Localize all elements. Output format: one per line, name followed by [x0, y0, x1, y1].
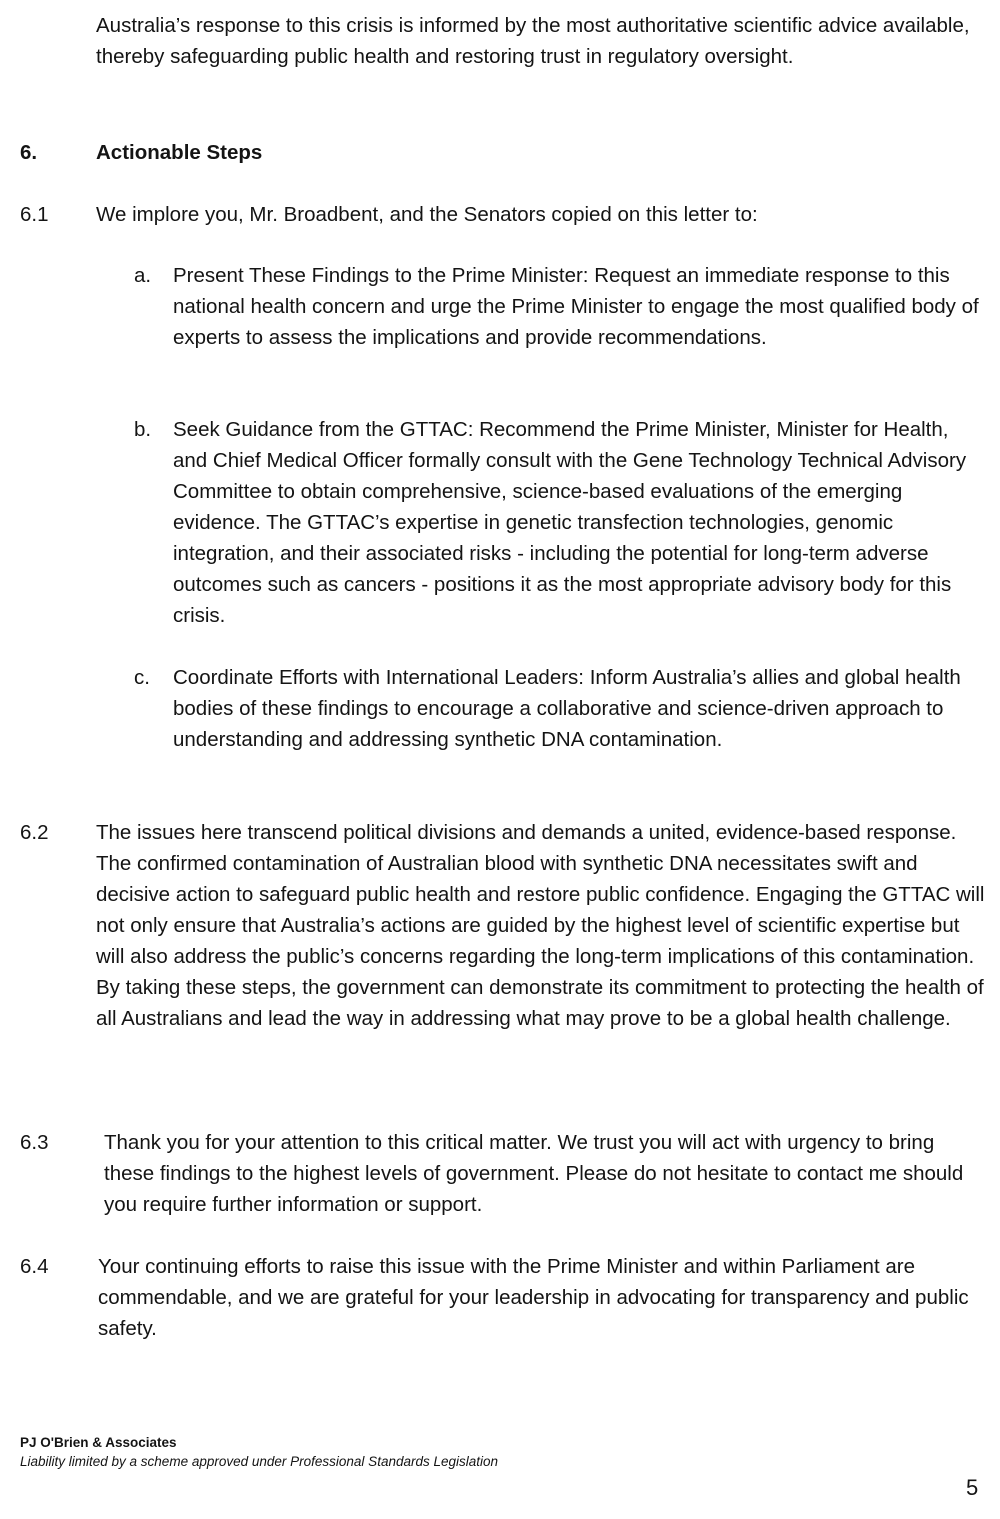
para-6-1-number: 6.1 — [20, 203, 49, 226]
para-6-2-number: 6.2 — [20, 821, 49, 844]
para-6-3-text: Thank you for your attention to this critical matter. We trust you will act with urgency to bring these findings to the highest levels of government. Please do not hesitate to contact me should you require further information or support. — [104, 1131, 964, 1216]
footer-firm-name: PJ O'Brien & Associates — [20, 1435, 177, 1450]
para-6-1-text: We implore you, Mr. Broadbent, and the Senators copied on this letter to: — [96, 203, 758, 226]
para-6-2-text: The issues here transcend political divisions and demands a united, evidence-based response. The confirmed contamination of Australian blood with synthetic DNA necessitates swift and decisive action to safeguard public health and restore public confidence. Engaging the GTTAC will not only ensure that Australia’s actions are guided by the highest level of scientific expertise but will also address the public’s concerns regarding the long-term implications of this contamination. By taking these steps, the government can demonstrate its commitment to protecting the health of all Australians and lead the way in addressing what may prove to be a global health challenge. — [96, 821, 985, 1030]
item-b-text: Seek Guidance from the GTTAC: Recommend the Prime Minister, Minister for Health, and Chief Medical Officer formally consult with the Gene Technology Technical Advisory Committee to obtain comprehensive, science-based evaluations of the emerging evidence. The GTTAC’s expertise in genetic transfection technologies, genomic integration, and their associated risks - including the potential for long-term adverse outcomes such as cancers - positions it as the most appropriate advisory body for this crisis. — [173, 418, 967, 627]
page-number: 5 — [966, 1475, 979, 1500]
footer-liability-note: Liability limited by a scheme approved under Professional Standards Legislation — [20, 1454, 499, 1469]
section-number: 6. — [20, 141, 38, 164]
intro-paragraph: Australia’s response to this crisis is informed by the most authoritative scientific advice available, thereby safeguarding public health and restoring trust in regulatory oversight. — [96, 14, 970, 68]
item-a-letter: a. — [134, 264, 152, 287]
item-a-text: Present These Findings to the Prime Minister: Request an immediate response to this national health concern and urge the Prime Minister to engage the most qualified body of experts to assess the implications and provide recommendations. — [173, 264, 979, 349]
item-c-letter: c. — [134, 666, 150, 689]
para-6-4-text: Your continuing efforts to raise this issue with the Prime Minister and within Parliament are commendable, and we are grateful for your leadership in advocating for transparency and public safety. — [98, 1255, 969, 1340]
para-6-3-number: 6.3 — [20, 1131, 49, 1154]
item-b-letter: b. — [134, 418, 152, 441]
para-6-4-number: 6.4 — [20, 1255, 49, 1278]
section-title: Actionable Steps — [96, 141, 263, 164]
item-c-text: Coordinate Efforts with International Leaders: Inform Australia’s allies and global health bodies of these findings to encourage a collaborative and science-driven approach to understanding and addressing synthetic DNA contamination. — [173, 666, 961, 751]
